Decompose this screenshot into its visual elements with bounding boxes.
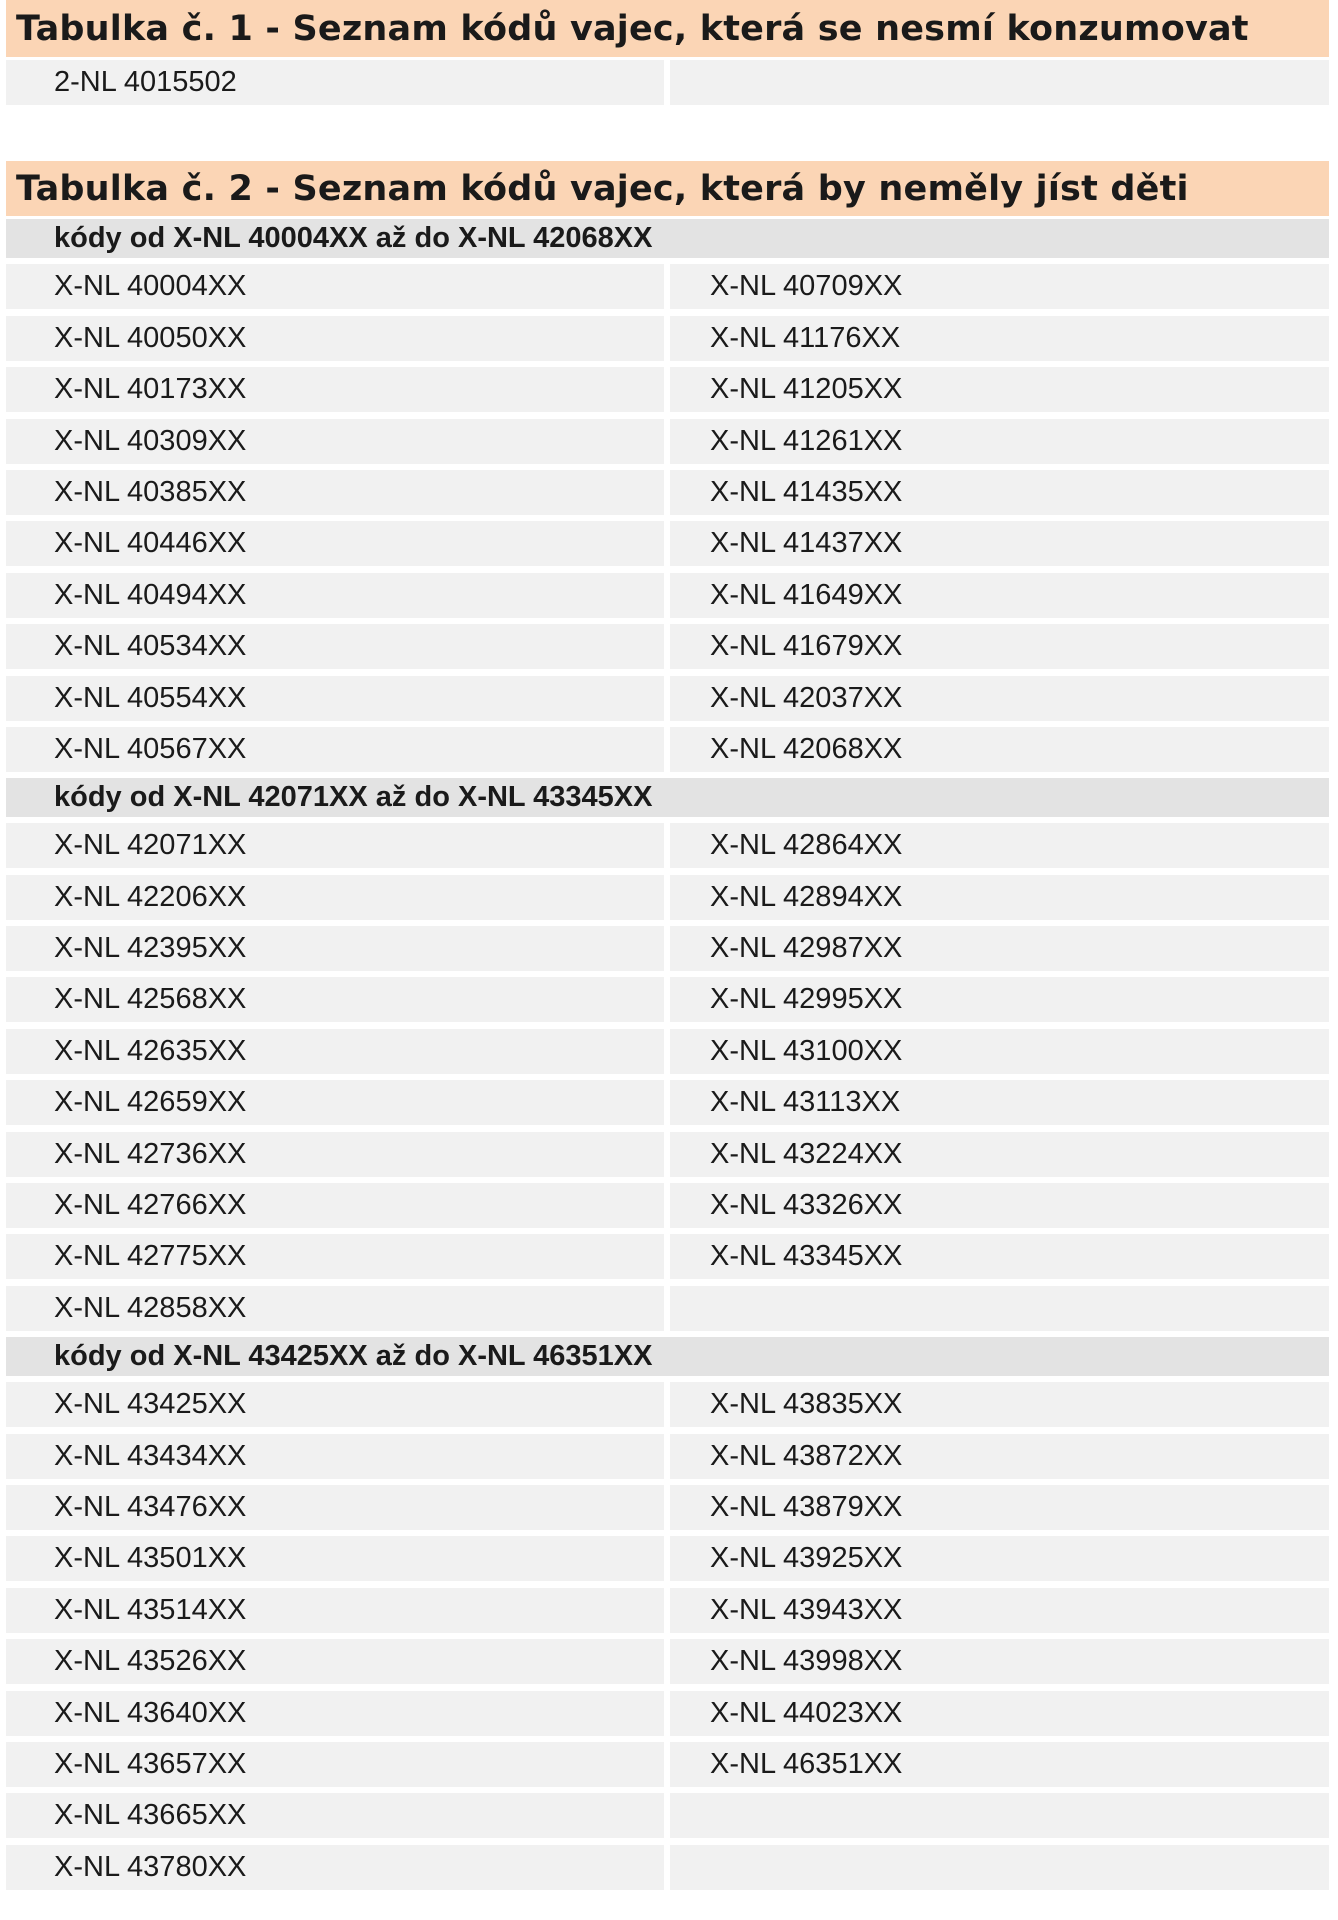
- code-cell-right[interactable]: X-NL 41205XX: [670, 367, 1329, 412]
- table-row: [6, 316, 1329, 367]
- code-cell-left[interactable]: X-NL 43501XX: [6, 1536, 664, 1581]
- table-row: [6, 1536, 1329, 1587]
- code-cell-right[interactable]: X-NL 43998XX: [670, 1639, 1329, 1684]
- table2-title: Tabulka č. 2 - Seznam kódů vajec, která by neměly jíst děti: [16, 168, 1189, 209]
- table1-title-row[interactable]: [6, 0, 1329, 60]
- code-cell-left[interactable]: X-NL 43476XX: [6, 1485, 664, 1530]
- group-header-label: kódy od X-NL 43425XX až do X-NL 46351XX: [54, 1340, 653, 1373]
- code-cell-left[interactable]: X-NL 42071XX: [6, 823, 664, 868]
- code-cell-left[interactable]: X-NL 40554XX: [6, 676, 664, 721]
- table-row: [6, 1485, 1329, 1536]
- table-row: [6, 573, 1329, 624]
- table-row: [6, 1742, 1329, 1793]
- code-cell-right[interactable]: X-NL 42987XX: [670, 926, 1329, 971]
- table-row: [6, 926, 1329, 977]
- table-row: [6, 1080, 1329, 1131]
- code-cell-right[interactable]: X-NL 41435XX: [670, 470, 1329, 515]
- table1-data-row: [6, 60, 1329, 111]
- table-row: [6, 1183, 1329, 1234]
- code-cell-left[interactable]: X-NL 43665XX: [6, 1793, 664, 1838]
- code-cell-left[interactable]: X-NL 42766XX: [6, 1183, 664, 1228]
- code-cell-left[interactable]: X-NL 42635XX: [6, 1029, 664, 1074]
- code-cell-right[interactable]: [670, 1845, 1329, 1890]
- code-cell-right[interactable]: X-NL 43872XX: [670, 1434, 1329, 1479]
- code-cell-left[interactable]: X-NL 40494XX: [6, 573, 664, 618]
- table-row: [6, 977, 1329, 1028]
- table-row: [6, 521, 1329, 572]
- code-cell-right[interactable]: [670, 1793, 1329, 1838]
- table-row: [6, 1588, 1329, 1639]
- code-cell-left[interactable]: X-NL 43434XX: [6, 1434, 664, 1479]
- code-cell-left[interactable]: X-NL 42568XX: [6, 977, 664, 1022]
- code-cell-right[interactable]: X-NL 43113XX: [670, 1080, 1329, 1125]
- code-cell-right[interactable]: X-NL 43326XX: [670, 1183, 1329, 1228]
- table1-cell-left[interactable]: 2-NL 4015502: [6, 60, 664, 105]
- table-row: [6, 1029, 1329, 1080]
- table-row: [6, 875, 1329, 926]
- group-header-label: kódy od X-NL 40004XX až do X-NL 42068XX: [54, 222, 653, 255]
- spreadsheet: [6, 0, 1329, 1896]
- code-cell-right[interactable]: X-NL 42995XX: [670, 977, 1329, 1022]
- code-cell-left[interactable]: X-NL 42395XX: [6, 926, 664, 971]
- code-cell-right[interactable]: X-NL 41437XX: [670, 521, 1329, 566]
- table-row: [6, 419, 1329, 470]
- code-cell-left[interactable]: X-NL 42736XX: [6, 1132, 664, 1177]
- code-cell-left[interactable]: X-NL 40173XX: [6, 367, 664, 412]
- code-cell-left[interactable]: X-NL 42775XX: [6, 1234, 664, 1279]
- code-cell-left[interactable]: X-NL 43514XX: [6, 1588, 664, 1633]
- code-cell-right[interactable]: X-NL 40709XX: [670, 264, 1329, 309]
- code-cell-left[interactable]: X-NL 40534XX: [6, 624, 664, 669]
- empty-row[interactable]: [6, 111, 1329, 161]
- code-cell-right[interactable]: X-NL 41261XX: [670, 419, 1329, 464]
- code-cell-right[interactable]: X-NL 41649XX: [670, 573, 1329, 618]
- table2-title-row[interactable]: [6, 161, 1329, 219]
- table-row: [6, 1434, 1329, 1485]
- table1-title: Tabulka č. 1 - Seznam kódů vajec, která se nesmí konzumovat: [16, 8, 1249, 49]
- table-row: [6, 624, 1329, 675]
- code-cell-right[interactable]: X-NL 43943XX: [670, 1588, 1329, 1633]
- table-row: [6, 1845, 1329, 1896]
- code-cell-left[interactable]: X-NL 43425XX: [6, 1382, 664, 1427]
- code-cell-right[interactable]: X-NL 41679XX: [670, 624, 1329, 669]
- table-row: [6, 823, 1329, 874]
- table2-body: [6, 219, 1329, 1896]
- code-cell-left[interactable]: X-NL 40567XX: [6, 727, 664, 772]
- code-cell-right[interactable]: X-NL 41176XX: [670, 316, 1329, 361]
- code-cell-left[interactable]: X-NL 42659XX: [6, 1080, 664, 1125]
- table-row: [6, 1286, 1329, 1337]
- code-cell-left[interactable]: X-NL 43657XX: [6, 1742, 664, 1787]
- table-row: [6, 1132, 1329, 1183]
- code-cell-right[interactable]: X-NL 42894XX: [670, 875, 1329, 920]
- code-cell-left[interactable]: X-NL 43640XX: [6, 1691, 664, 1736]
- table-row: [6, 1691, 1329, 1742]
- table-row: [6, 1234, 1329, 1285]
- code-cell-right[interactable]: X-NL 43879XX: [670, 1485, 1329, 1530]
- code-cell-right[interactable]: X-NL 46351XX: [670, 1742, 1329, 1787]
- table-row: [6, 1382, 1329, 1433]
- code-cell-right[interactable]: X-NL 43345XX: [670, 1234, 1329, 1279]
- code-cell-right[interactable]: X-NL 43100XX: [670, 1029, 1329, 1074]
- code-cell-right[interactable]: X-NL 44023XX: [670, 1691, 1329, 1736]
- group-header-row[interactable]: [6, 219, 1329, 264]
- table-row: [6, 676, 1329, 727]
- code-cell-right[interactable]: X-NL 42864XX: [670, 823, 1329, 868]
- table-row: [6, 470, 1329, 521]
- code-cell-right[interactable]: [670, 1286, 1329, 1331]
- table-row: [6, 727, 1329, 778]
- code-cell-right[interactable]: X-NL 42037XX: [670, 676, 1329, 721]
- code-cell-right[interactable]: X-NL 43835XX: [670, 1382, 1329, 1427]
- code-cell-left[interactable]: X-NL 42206XX: [6, 875, 664, 920]
- table1-cell-right[interactable]: [670, 60, 1329, 105]
- code-cell-left[interactable]: X-NL 40446XX: [6, 521, 664, 566]
- table-row: [6, 1793, 1329, 1844]
- group-header-row[interactable]: [6, 1337, 1329, 1382]
- table-row: [6, 1639, 1329, 1690]
- code-cell-right[interactable]: X-NL 42068XX: [670, 727, 1329, 772]
- code-cell-left[interactable]: X-NL 40004XX: [6, 264, 664, 309]
- code-cell-left[interactable]: X-NL 40385XX: [6, 470, 664, 515]
- group-header-row[interactable]: [6, 778, 1329, 823]
- code-cell-left[interactable]: X-NL 43780XX: [6, 1845, 664, 1890]
- code-cell-left[interactable]: X-NL 42858XX: [6, 1286, 664, 1331]
- group-header-label: kódy od X-NL 42071XX až do X-NL 43345XX: [54, 781, 653, 814]
- table-row: [6, 367, 1329, 418]
- code-cell-right[interactable]: X-NL 43224XX: [670, 1132, 1329, 1177]
- code-cell-right[interactable]: X-NL 43925XX: [670, 1536, 1329, 1581]
- code-cell-left[interactable]: X-NL 40309XX: [6, 419, 664, 464]
- code-cell-left[interactable]: X-NL 43526XX: [6, 1639, 664, 1684]
- code-cell-left[interactable]: X-NL 40050XX: [6, 316, 664, 361]
- table-row: [6, 264, 1329, 315]
